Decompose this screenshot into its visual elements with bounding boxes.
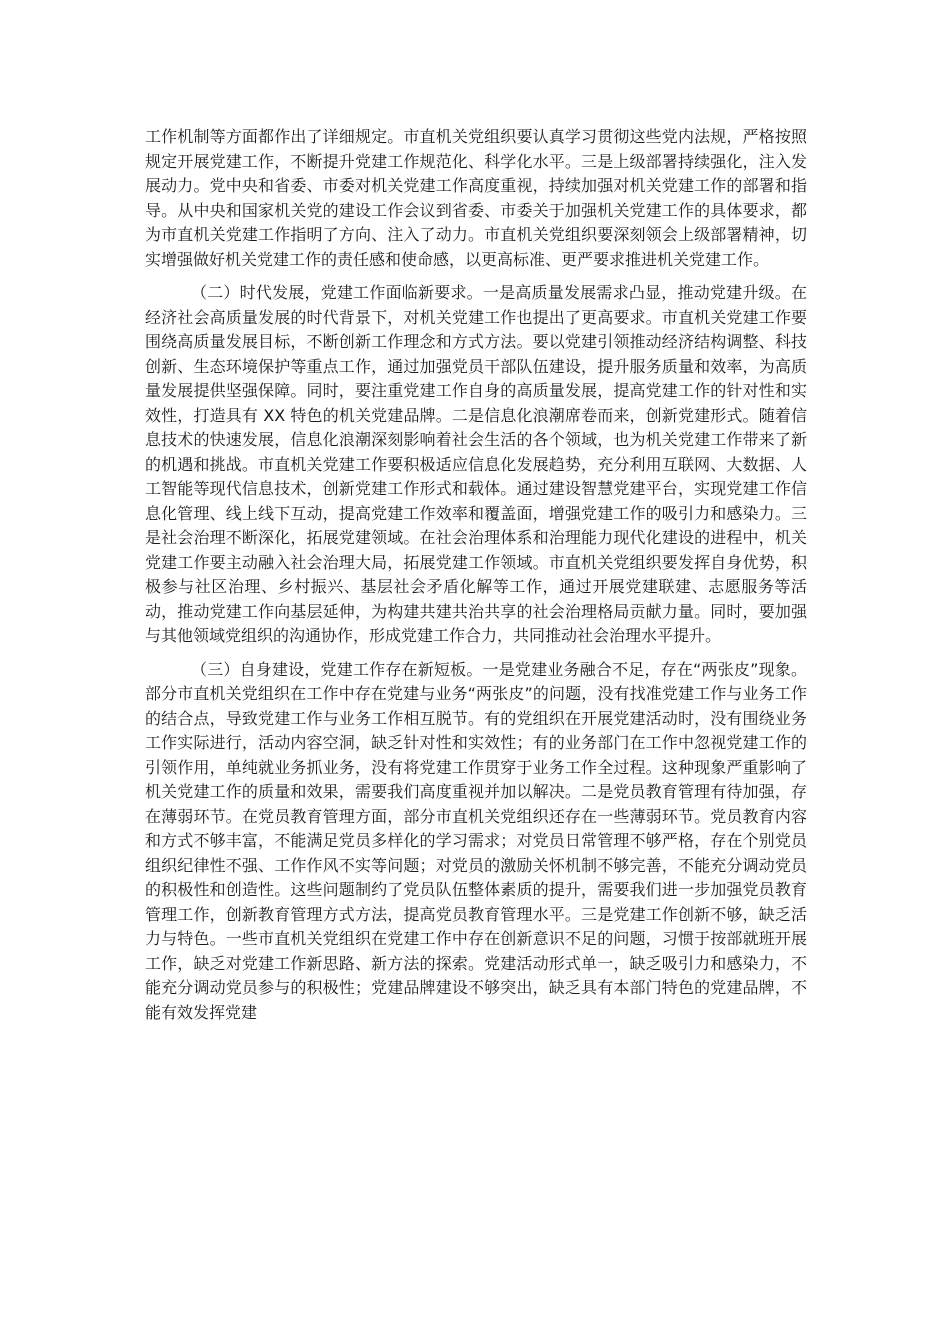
paragraph-continuation: 工作机制等方面都作出了详细规定。市直机关党组织要认真学习贯彻这些党内法规，严格按照规定开展党建工作，不断提升党建工作规范化、科学化水平。三是上级部署持续强化，注入发展动力。党中央和省委、市委对机关党建工作高度重视，持续加强对机关党建工作的部署和指导。从中央和国家机关党的建设工作会议到省委、市委关于加强机关党建工作的具体要求，都为市直机关党建工作指明了方向、注入了动力。市直机关党组织要深刻领会上级部署精神，切实增强做好机关党建工作的责任感和使命感，以更高标准、更严要求推进机关党建工作。 <box>145 127 807 269</box>
paragraph-section-three: （三）自身建设，党建工作存在新短板。一是党建业务融合不足，存在“两张皮”现象。部分市直机关党组织在工作中存在党建与业务“两张皮”的问题，没有找准党建工作与业务工作的结合点，导致党建工作与业务工作相互脱节。有的党组织在开展党建活动时，没有围绕业务工作实际进行，活动内容空洞，缺乏针对性和实效性；有的业务部门在工作中忽视党建工作的引领作用，单纯就业务抓业务，没有将党建工作贯穿于业务工作全过程。这种现象严重影响了机关党建工作的质量和效果，需要我们高度重视并加以解决。二是党员教育管理有待加强，存在薄弱环节。在党员教育管理方面，部分市直机关党组织还存在一些薄弱环节。党员教育内容和方式不够丰富，不能满足党员多样化的学习需求；对党员日常管理不够严格，存在个别党员组织纪律性不强、工作作风不实等问题；对党员的激励关怀机制不够完善，不能充分调动党员的积极性和创造性。这些问题制约了党员队伍整体素质的提升，需要我们进一步加强党员教育管理工作，创新教育管理方式方法，提高党员教育管理水平。三是党建工作创新不够，缺乏活力与特色。一些市直机关党组织在党建工作中存在创新意识不足的问题，习惯于按部就班开展工作，缺乏对党建工作新思路、新方法的探索。党建活动形式单一，缺乏吸引力和感染力，不能充分调动党员参与的积极性；党建品牌建设不够突出，缺乏具有本部门特色的党建品牌，不能有效发挥党建 <box>145 659 807 1022</box>
paragraph-section-two: （二）时代发展，党建工作面临新要求。一是高质量发展需求凸显，推动党建升级。在经济社会高质量发展的时代背景下，对机关党建工作也提出了更高要求。市直机关党建工作要围绕高质量发展目标，不断创新工作理念和方式方法。要以党建引领推动经济结构调整、科技创新、生态环境保护等重点工作，通过加强党员干部队伍建设，提升服务质量和效率，为高质量发展提供坚强保障。同时，要注重党建工作自身的高质量发展，提高党建工作的针对性和实效性，打造具有 XX 特色的机关党建品牌。二是信息化浪潮席卷而来，创新党建形式。随着信息技术的快速发展，信息化浪潮深刻影响着社会生活的各个领域，也为机关党建工作带来了新的机遇和挑战。市直机关党建工作要积极适应信息化发展趋势，充分利用互联网、大数据、人工智能等现代信息技术，创新党建工作形式和载体。通过建设智慧党建平台，实现党建工作信息化管理、线上线下互动，提高党建工作效率和覆盖面，增强党建工作的吸引力和感染力。三是社会治理不断深化，拓展党建领域。在社会治理体系和治理能力现代化建设的进程中，机关党建工作要主动融入社会治理大局，拓展党建工作领域。市直机关党组织要发挥自身优势，积极参与社区治理、乡村振兴、基层社会矛盾化解等工作，通过开展党建联建、志愿服务等活动，推动党建工作向基层延伸，为构建共建共治共享的社会治理格局贡献力量。同时，要加强与其他领域党组织的沟通协作，形成党建工作合力，共同推动社会治理水平提升。 <box>145 283 807 645</box>
document-body <box>145 125 807 1025</box>
